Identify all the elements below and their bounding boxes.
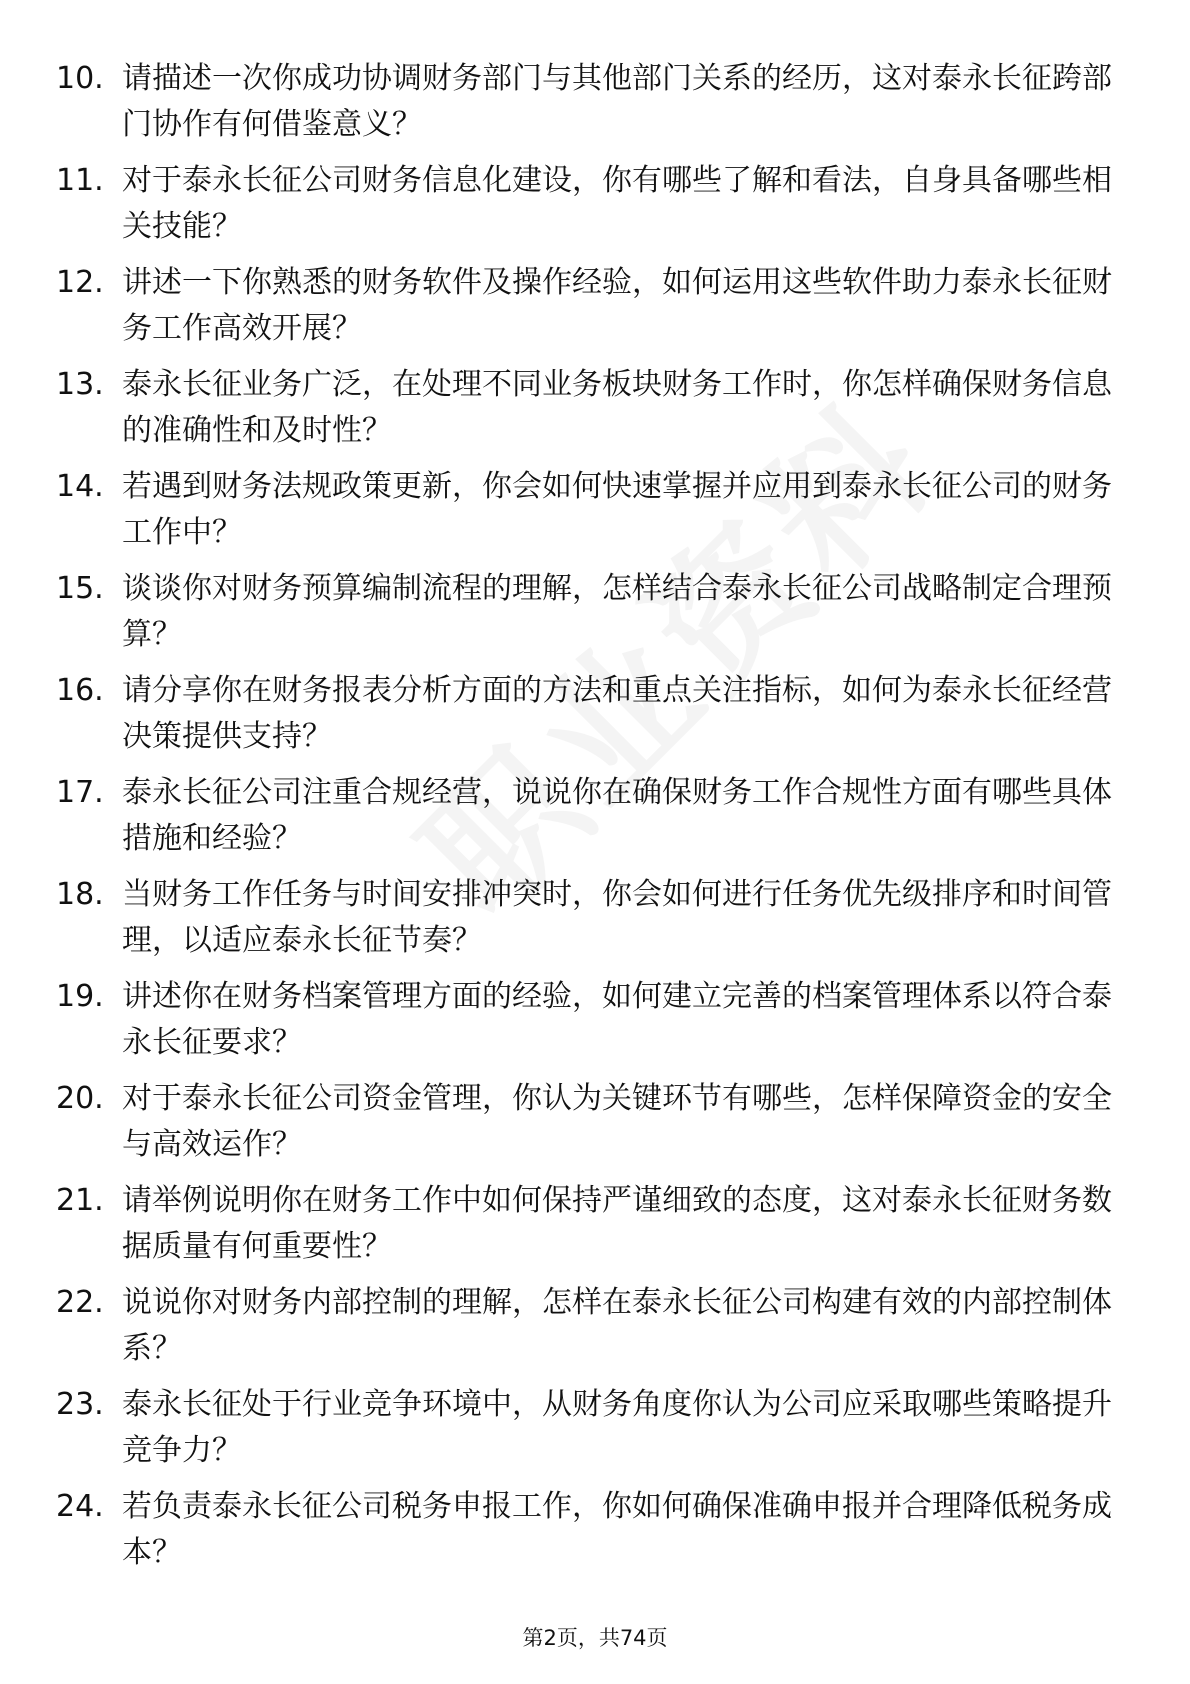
question-item (0, 158, 1190, 260)
question-item (0, 362, 1190, 464)
question-text: 当财务工作任务与时间安排冲突时，你会如何进行任务优先级排序和时间管理，以适应泰永长征节奏？ (122, 877, 1112, 958)
question-text: 请分享你在财务报表分析方面的方法和重点关注指标，如何为泰永长征经营决策提供支持？ (122, 673, 1112, 754)
question-number: 23. (56, 1387, 104, 1422)
question-item (0, 56, 1190, 158)
question-text: 泰永长征处于行业竞争环境中，从财务角度你认为公司应采取哪些策略提升竞争力？ (122, 1387, 1112, 1468)
question-text: 对于泰永长征公司资金管理，你认为关键环节有哪些，怎样保障资金的安全与高效运作？ (122, 1081, 1112, 1162)
question-number: 11. (56, 163, 104, 198)
question-item (0, 260, 1190, 362)
question-text: 对于泰永长征公司财务信息化建设，你有哪些了解和看法，自身具备哪些相关技能？ (122, 163, 1112, 244)
question-text: 谈谈你对财务预算编制流程的理解，怎样结合泰永长征公司战略制定合理预算？ (122, 571, 1112, 652)
question-number: 24. (56, 1489, 104, 1524)
question-text: 若负责泰永长征公司税务申报工作，你如何确保准确申报并合理降低税务成本？ (122, 1489, 1112, 1570)
page-footer: 第2页，共74页 (522, 1626, 668, 1650)
question-item (0, 872, 1190, 974)
question-number: 16. (56, 673, 104, 708)
question-number: 22. (56, 1285, 104, 1320)
question-number: 20. (56, 1081, 104, 1116)
question-text: 讲述你在财务档案管理方面的经验，如何建立完善的档案管理体系以符合泰永长征要求？ (122, 979, 1112, 1060)
question-text: 请描述一次你成功协调财务部门与其他部门关系的经历，这对泰永长征跨部门协作有何借鉴意义？ (122, 61, 1112, 142)
question-text: 泰永长征业务广泛，在处理不同业务板块财务工作时，你怎样确保财务信息的准确性和及时性？ (122, 367, 1112, 448)
question-number: 10. (56, 61, 104, 96)
question-number: 19. (56, 979, 104, 1014)
question-number: 12. (56, 265, 104, 300)
question-text: 若遇到财务法规政策更新，你会如何快速掌握并应用到泰永长征公司的财务工作中？ (122, 469, 1112, 550)
question-item (0, 1280, 1190, 1382)
question-item (0, 566, 1190, 668)
question-number: 21. (56, 1183, 104, 1218)
question-item (0, 668, 1190, 770)
question-number: 18. (56, 877, 104, 912)
question-item (0, 464, 1190, 566)
question-number: 17. (56, 775, 104, 810)
question-number: 13. (56, 367, 104, 402)
question-text: 讲述一下你熟悉的财务软件及操作经验，如何运用这些软件助力泰永长征财务工作高效开展？ (122, 265, 1112, 346)
question-text: 泰永长征公司注重合规经营，说说你在确保财务工作合规性方面有哪些具体措施和经验？ (122, 775, 1112, 856)
question-text: 请举例说明你在财务工作中如何保持严谨细致的态度，这对泰永长征财务数据质量有何重要性？ (122, 1183, 1112, 1264)
question-item (0, 770, 1190, 872)
question-number: 14. (56, 469, 104, 504)
question-item (0, 1382, 1190, 1484)
question-item (0, 1484, 1190, 1586)
question-text: 说说你对财务内部控制的理解，怎样在泰永长征公司构建有效的内部控制体系？ (122, 1285, 1112, 1366)
question-list (0, 56, 1190, 1586)
question-item (0, 974, 1190, 1076)
question-item (0, 1076, 1190, 1178)
question-item (0, 1178, 1190, 1280)
question-number: 15. (56, 571, 104, 606)
